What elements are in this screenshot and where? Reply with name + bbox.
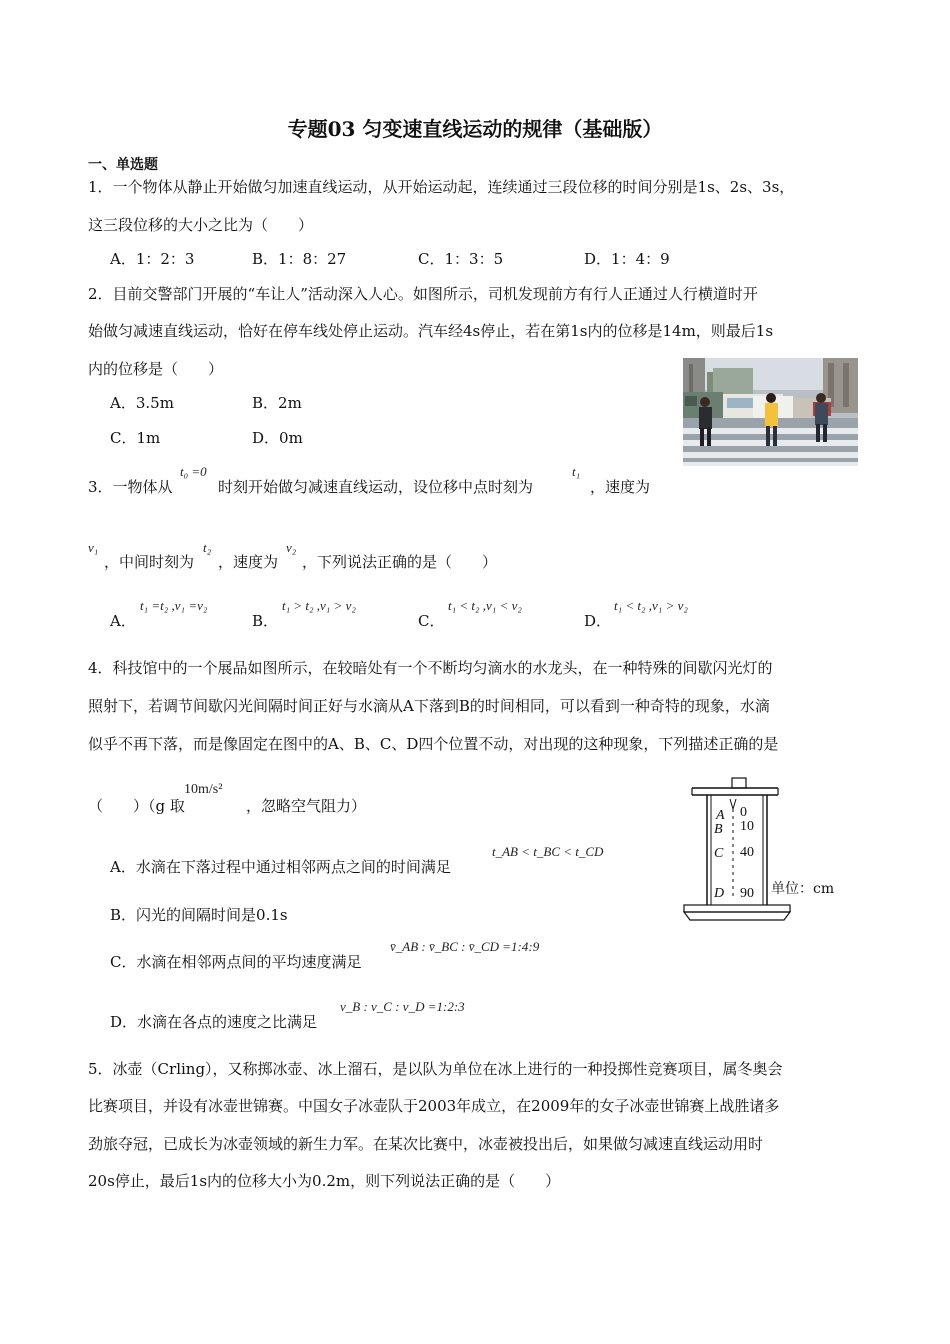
q4-line1: 4．科技馆中的一个展品如图所示，在较暗处有一个不断均匀滴水的水龙头，在一种特殊的间歇闪光灯的 [88,659,773,677]
q3-t1-symbol: t₁ [572,464,581,479]
q3-option-d-formula: t₁ < t₂ ,v₁ > v₂ [614,598,688,613]
q3-part6: ，下列说法正确的是（ ） [302,553,498,571]
q4-option-a-formula: t_AB < t_BC < t_CD [492,844,604,859]
q5-line1: 5．冰壶（Crling），又称掷冰壶、冰上溜石，是以队为单位在冰上进行的一种投掷性竞赛项目，属冬奥会 [88,1060,783,1078]
q4-g-value: 10m/s² [184,782,223,797]
q4-line4a: （ ）（g 取 [88,797,185,815]
q2-option-b: B．2m [252,394,302,412]
page-title: 专题03 匀变速直线运动的规律（基础版） [287,117,663,141]
q4-line2: 照射下，若调节间歇闪光间隔时间正好与水滴从A下落到B的时间相同，可以看到一种奇特的现象，水滴 [88,697,770,715]
q3-t0-formula: t₀ =0 [180,464,207,479]
q3-option-a-letter: A． [110,612,136,630]
q3-part3: ，速度为 [590,478,651,496]
q4-option-d-formula: v_B : v_C : v_D =1:2:3 [340,999,465,1014]
crosswalk-photo [683,358,858,466]
figure-label-c: C [714,846,724,861]
q4-option-c-formula: v̄_AB : v̄_BC : v̄_CD =1:4:9 [390,939,540,954]
q4-option-c: C．水滴在相邻两点间的平均速度满足 [110,953,362,971]
q3-option-c-letter: C． [418,612,445,630]
q4-option-d: D．水滴在各点的速度之比满足 [110,1013,318,1031]
section-heading: 一、单选题 [88,157,158,173]
q1-option-b: B．1：8：27 [252,250,347,268]
figure-unit-label: 单位：cm [771,881,835,897]
q3-v2-symbol: v₂ [286,540,297,555]
q2-line3: 内的位移是（ ） [88,360,224,378]
q5-line4: 20s停止，最后1s内的位移大小为0.2m，则下列说法正确的是（ ） [88,1172,561,1190]
q3-part4: ，中间时刻为 [104,553,195,571]
q5-line3: 劲旅夺冠，已成长为冰壶领域的新生力军。在某次比赛中，冰壶被投出后，如果做匀减速直线运动用时 [88,1135,764,1153]
q3-part2: 时刻开始做匀减速直线运动，设位移中点时刻为 [218,478,534,496]
q2-option-d: D．0m [252,429,303,447]
q5-line2: 比赛项目，并设有冰壶世锦赛。中国女子冰壶队于2003年成立，在2009年的女子冰壶世锦赛上战胜诸多 [88,1097,780,1115]
q3-part1: 3．一物体从 [88,478,173,496]
faucet-apparatus-figure [680,775,850,925]
q3-option-a-formula: t₁ =t₂ ,v₁ =v₂ [140,598,208,613]
figure-label-a: A [716,808,725,823]
q3-option-b-formula: t₁ > t₂ ,v₁ > v₂ [282,598,356,613]
figure-label-b: B [714,822,723,837]
q2-line2: 始做匀减速直线运动，恰好在停车线处停止运动。汽车经4s停止，若在第1s内的位移是14m，则最后1s [88,322,774,340]
q1-line2: 这三段位移的大小之比为（ ） [88,216,314,234]
figure-tick-40: 40 [740,845,754,860]
q3-option-b-letter: B． [252,612,279,630]
q3-v1-symbol: v₁ [88,540,99,555]
figure-label-d: D [714,886,725,901]
q1-line1: 1．一个物体从静止开始做匀加速直线运动，从开始运动起，连续通过三段位移的时间分别是1s、2s、3s， [88,178,795,196]
q2-line1: 2．目前交警部门开展的“车让人”活动深入人心。如图所示，司机发现前方有行人正通过人行横道时开 [88,285,758,303]
q1-option-a: A．1：2：3 [110,250,195,268]
q3-option-d-letter: D． [584,612,612,630]
q4-line4b: ，忽略空气阻力） [246,797,367,815]
q4-option-b: B．闪光的间隔时间是0.1s [110,906,288,924]
q4-line3: 似乎不再下落，而是像固定在图中的A、B、C、D四个位置不动，对出现的这种现象，下列描述正确的是 [88,735,779,753]
figure-tick-10: 10 [740,819,754,834]
q3-option-c-formula: t₁ < t₂ ,v₁ < v₂ [448,598,522,613]
q1-option-c: C．1：3：5 [418,250,504,268]
q4-option-a: A．水滴在下落过程中通过相邻两点之间的时间满足 [110,858,451,876]
q3-part5: ，速度为 [218,553,279,571]
q2-option-a: A．3.5m [110,394,174,412]
figure-tick-0: 0 [740,805,747,820]
q3-t2-symbol: t₂ [203,540,212,555]
figure-tick-90: 90 [740,886,754,901]
q2-option-c: C．1m [110,429,161,447]
q1-option-d: D．1：4：9 [584,250,670,268]
